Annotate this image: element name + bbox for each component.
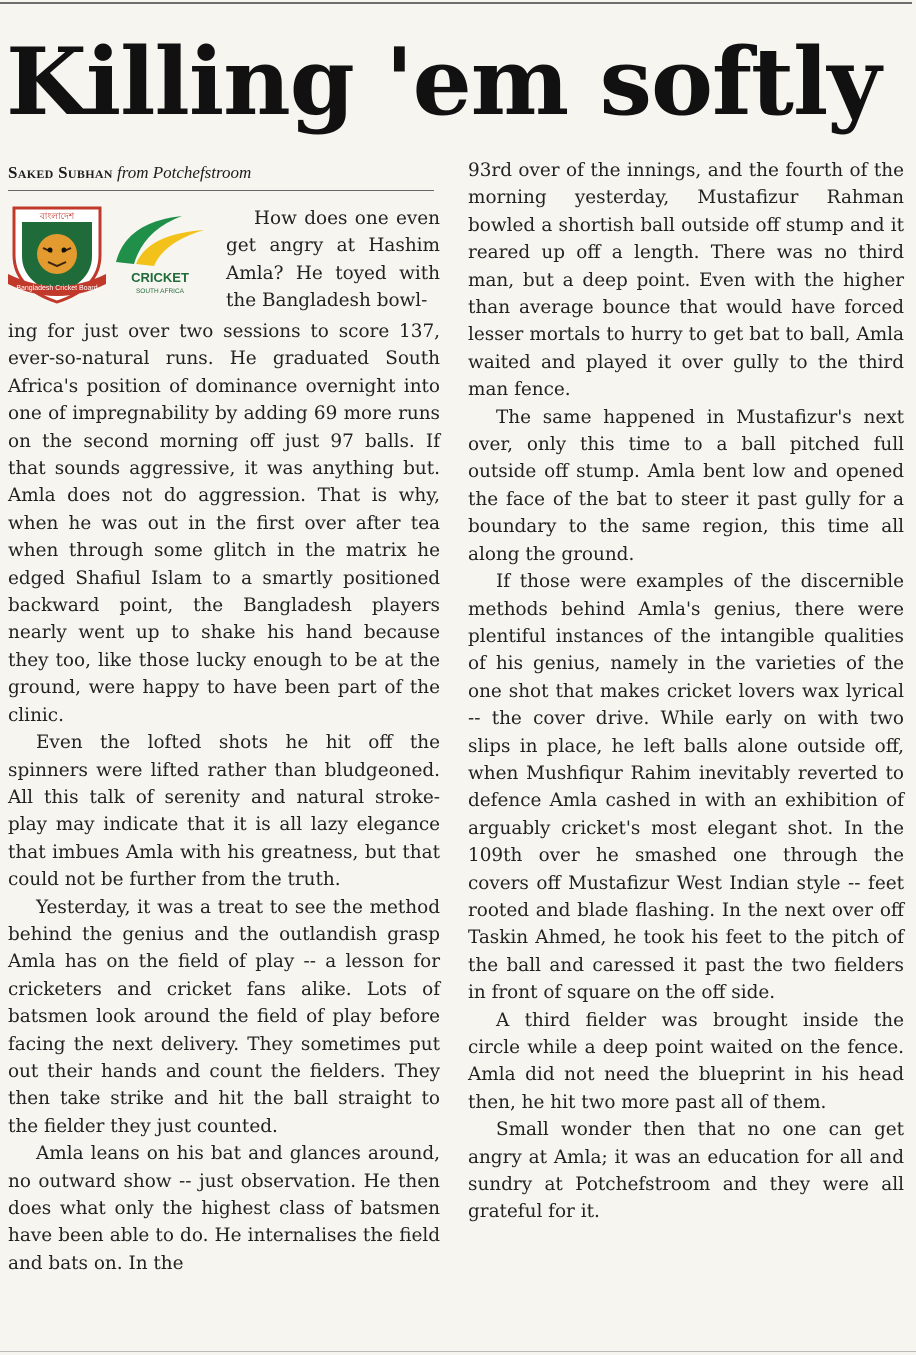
- right-paragraph-1: 93rd over of the innings, and the fourth of the morning yesterday, Mustafizur Rahman bowled a shortish ball outside off stump and it reared up off a length. There was no third man, but a deep point. Even with the higher than average bounce that would have forced lesser mortals to hurry to get bat to ball, Amla waited and played it over gully to the third man fence.: [468, 160, 904, 401]
- csa-title: CRICKET: [131, 270, 189, 285]
- logos: [8, 200, 220, 312]
- left-paragraph-2: Even the lofted shots he hit off the spinners were lifted rather than bludgeoned. All this talk of serenity and natural stroke-play may indicate that it is all lazy elegance that imbues Amla with his greatness, but that could not be further from the truth.: [8, 732, 440, 891]
- csa-logo: [116, 216, 204, 295]
- left-paragraph-1: ing for just over two sessions to score 137, ever-so-natural runs. He graduated South Africa's position of dominance overnight into one of impregnability by adding 69 more runs on the second morning off just 97 balls. If that sounds aggressive, it was anything but. Amla does not do aggression. That is why, when he was out in the first over after tea when through some glitch in the matrix he edged Shafiul Islam to a smartly positioned backward point, the Bangladesh players nearly went up to shake his hand because they too, like those lucky enough to be at the ground, were happy to have been part of the clinic.: [8, 321, 440, 726]
- tiger-eye-right: [62, 248, 67, 253]
- bcb-ribbon-text: Bangladesh Cricket Board: [16, 285, 98, 292]
- right-paragraph-3: If those were examples of the discernible methods behind Amla's genius, there were plentiful instances of the intangible qualities of his genius, namely in the varieties of the one shot that makes cricket lovers wax lyrical -- the cover drive. While early on with two slips in place, he left balls alone outside off, when Mushfiqur Rahim inevitably reverted to defence Amla cashed in with an exhibition of arguably cricket's most elegant shot. In the 109th over he smashed one through the covers off Mustafizur West Indian style -- feet rooted and blade flashing. In the next over off Taskin Ahmed, he took his feet to the pitch of the ball and caressed it past the two fielders in front of square on the off side.: [468, 571, 904, 1004]
- left-paragraph-4: Amla leans on his bat and glances around, no outward show -- just observation. He then does what only the highest class of batsmen have been able to do. He internalises the field and bats on. In the: [8, 1143, 440, 1274]
- intro-text: How does one even get angry at Hashim Amla? He toyed with the Bangladesh bowl-: [226, 208, 440, 312]
- bottom-rule: [0, 1351, 916, 1352]
- bcb-top-text: বাংলাদেশ: [39, 212, 75, 222]
- bcb-logo: [8, 208, 106, 302]
- byline-author: Saked Subhan: [8, 163, 113, 182]
- left-paragraph-3: Yesterday, it was a treat to see the method behind the genius and the outlandish grasp Amla has on the field of play -- a lesson for cricketers and cricket fans alike. Lots of batsmen look around the field of play before facing the next delivery. They sometimes put out their hands and count the fielders. They then take strike and hit the ball straight to the fielder they just counted.: [8, 896, 440, 1137]
- logos-svg: [8, 200, 220, 312]
- tiger-eye-left: [48, 248, 53, 253]
- byline-rule: [8, 190, 434, 191]
- top-rule: [0, 2, 912, 4]
- tiger-icon: [37, 234, 77, 274]
- right-paragraph-5: Small wonder then that no one can get angry at Amla; it was an education for all and sundry at Potchefstroom and they were all grateful for it.: [468, 1119, 904, 1223]
- headline: Killing 'em softly: [6, 27, 881, 136]
- right-paragraph-2: The same happened in Mustafizur's next over, only this time to a ball pitched full outside off stump. Amla bent low and opened the face of the bat to steer it past gully for a boundary to the same region, this time all along the ground.: [468, 406, 904, 565]
- byline: [8, 162, 448, 184]
- left-column: [8, 318, 440, 1277]
- byline-location: from Potchefstroom: [117, 163, 252, 182]
- csa-subtitle: SOUTH AFRICA: [135, 288, 185, 295]
- intro-paragraph: [226, 205, 440, 315]
- right-column: [468, 157, 904, 1226]
- right-paragraph-4: A third fielder was brought inside the circle while a deep point waited on the fence. Amla did not need the blueprint in his head then, he hit two more past all of them.: [468, 1009, 904, 1113]
